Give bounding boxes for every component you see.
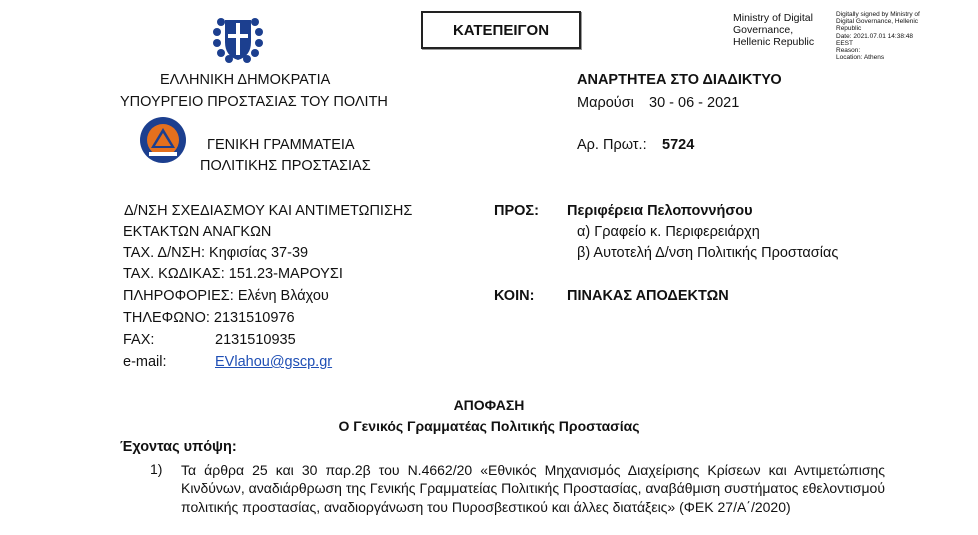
to-item-b: β) Αυτοτελή Δ/νση Πολιτικής Προστασίας [577, 245, 839, 261]
signature-org [733, 12, 814, 48]
urgent-stamp [421, 11, 581, 49]
signature-detail-line: Digital Governance, Hellenic [836, 18, 919, 26]
dept-line: Δ/ΝΣΗ ΣΧΕΔΙΑΣΜΟΥ ΚΑΙ ΑΝΤΙΜΕΤΩΠΙΣΗΣ [124, 203, 413, 219]
signature-detail-line: Digitally signed by Ministry of [836, 11, 920, 18]
gsg-title-line1: ΓΕΝΙΚΗ ΓΡΑΜΜΑΤΕΙΑ [207, 137, 355, 153]
fax-value: 2131510935 [215, 332, 296, 348]
civil-protection-logo-icon [139, 115, 187, 165]
date-value: 30 - 06 - 2021 [649, 95, 740, 111]
dept-phone: ΤΗΛΕΦΩΝΟ: 2131510976 [123, 310, 295, 326]
considering-heading: Έχοντας υπόψη: [120, 439, 237, 455]
to-main: Περιφέρεια Πελοποννήσου [567, 203, 753, 219]
item-text: Τα άρθρα 25 και 30 παρ.2β του Ν.4662/20 «Εθνικός Μηχανισμός Διαχείρισης Κρίσεων και Αντιμετώπισης Κινδύνων, αναδιάρθρωση της Γενικής Γραμματείας Πολιτικής Προστασίας, αναβάθμιση συστήματος εθελοντισμού πολιτικής προστασίας, αναδιοργάνωση του Πυροσβεστικού και άλλες διατάξεις» (ΦΕΚ 27/Α΄/2020) [181, 462, 885, 515]
republic-title: ΕΛΛΗΝΙΚΗ ΔΗΜΟΚΡΑΤΙΑ [160, 72, 331, 88]
place-label: Μαρούσι [577, 95, 634, 111]
signature-detail-line: Reason: [836, 47, 861, 55]
post-online-label: ΑΝΑΡΤΗΤΕΑ ΣΤΟ ΔΙΑΔΙΚΤΥΟ [577, 72, 782, 88]
item-number: 1) [150, 461, 163, 477]
signature-detail-line: Republic [836, 25, 862, 33]
cc-label: ΚΟΙΝ: [494, 288, 535, 304]
cc-value: ΠΙΝΑΚΑΣ ΑΠΟΔΕΚΤΩΝ [567, 288, 729, 304]
decision-title: ΑΠΟΦΑΣΗ [453, 397, 525, 413]
urgent-stamp-label: ΚΑΤΕΠΕΙΓΟΝ [452, 21, 550, 39]
to-label: ΠΡΟΣ: [494, 203, 539, 219]
fax-label: FAX: [123, 332, 155, 348]
dept-address: ΤΑΧ. Δ/ΝΣΗ: Κηφισίας 37-39 [123, 245, 309, 261]
dept-line: ΕΚΤΑΚΤΩΝ ΑΝΑΓΚΩΝ [123, 224, 272, 240]
protocol-label: Αρ. Πρωτ.: [577, 137, 647, 153]
ministry-title: ΥΠΟΥΡΓΕΙΟ ΠΡΟΣΤΑΣΙΑΣ ΤΟΥ ΠΟΛΙΤΗ [120, 94, 388, 110]
signature-org-line: Ministry of Digital [733, 12, 813, 24]
signature-org-line: Hellenic Republic [733, 36, 815, 48]
decision-subtitle: Ο Γενικός Γραμματέας Πολιτικής Προστασίας [338, 418, 640, 434]
signature-org-line: Governance, [733, 24, 794, 36]
signature-details [836, 11, 920, 61]
email-link[interactable]: EVlahou@gscp.gr [215, 354, 333, 370]
signature-detail-line: Date: 2021.07.01 14:38:48 [836, 32, 913, 40]
signature-detail-line: Location: Athens [836, 54, 885, 62]
to-item-a: α) Γραφείο κ. Περιφερειάρχη [577, 224, 760, 240]
dept-postcode: ΤΑΧ. ΚΩΔΙΚΑΣ: 151.23-ΜΑΡΟΥΣΙ [123, 266, 343, 282]
greek-emblem-icon [212, 14, 264, 64]
gsg-title-line2: ΠΟΛΙΤΙΚΗΣ ΠΡΟΣΤΑΣΙΑΣ [200, 158, 371, 174]
protocol-number: 5724 [662, 137, 695, 153]
dept-contact: ΠΛΗΡΟΦΟΡΙΕΣ: Ελένη Βλάχου [123, 288, 329, 304]
signature-detail-line: EEST [836, 39, 853, 47]
email-label: e-mail: [123, 354, 167, 370]
